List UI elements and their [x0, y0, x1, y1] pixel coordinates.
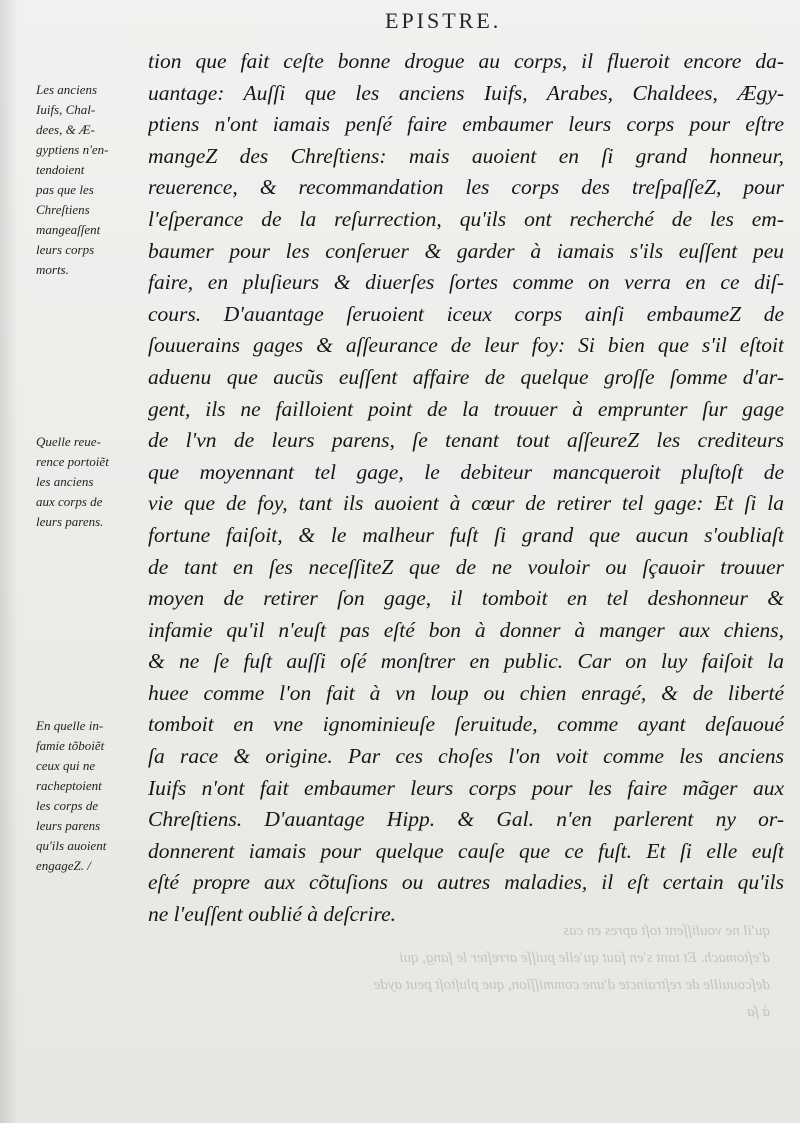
- margin-note-line: engageZ. /: [36, 858, 91, 873]
- margin-note-infamy: [36, 716, 148, 876]
- body-line: vie que de foy, tant ils auoient à cœur de retirer tel gage: Et ſi la: [148, 491, 784, 516]
- margin-note-line: Les anciens: [36, 82, 98, 97]
- bleed-line: à ſa: [747, 1004, 770, 1020]
- bleed-line: deſcouuille de reſtraincte d'une commiſſion, que pluſtoſt peut ayde: [373, 977, 770, 993]
- margin-note-line: les corps de: [36, 798, 99, 813]
- body-line: moyen de retirer ſon gage, il tomboit en tel deshonneur &: [148, 586, 784, 611]
- margin-note-line: aux corps de: [36, 494, 103, 509]
- body-line: ne l'euſſent oublié à deſcrire.: [148, 902, 396, 927]
- body-line: Iuifs n'ont fait embaumer leurs corps pour les faire mãger aux: [148, 775, 784, 800]
- margin-note-line: racheptoient: [36, 778, 102, 793]
- body-line: gent, ils ne failloient point de la trouuer à emprunter ſur gage: [148, 396, 784, 421]
- bleed-through-text: [150, 918, 770, 1026]
- margin-note-line: morts.: [36, 262, 69, 277]
- margin-note-line: les anciens: [36, 474, 94, 489]
- body-line: eſté propre aux cõtuſions ou autres maladies, il eſt certain qu'ils: [148, 870, 784, 895]
- margin-note-line: dees, & Æ-: [36, 122, 95, 137]
- body-line: infamie qu'il n'euſt pas eſté bon à donner à manger aux chiens,: [148, 617, 784, 642]
- margin-note-line: leurs parens.: [36, 514, 104, 529]
- body-line: de l'vn de leurs parens, ſe tenant tout aſſeureZ les crediteurs: [148, 428, 784, 453]
- margin-note-line: pas que les: [36, 182, 94, 197]
- margin-note-line: En quelle in-: [36, 718, 104, 733]
- bleed-line: qu'il ne vouliſſent toſt apres en cas: [563, 923, 770, 939]
- margin-note-ancient-peoples: [36, 80, 148, 280]
- body-line: que moyennant tel gage, le debiteur mancqueroit pluſtoſt de: [148, 459, 784, 484]
- body-line: reuerence, & recommandation les corps des treſpaſſeZ, pour: [148, 175, 784, 200]
- margin-note-line: Chreſtiens: [36, 202, 90, 217]
- body-line: ſouuerains gages & aſſeurance de leur foy: Si bien que s'il eſtoit: [148, 333, 784, 358]
- body-line: l'eſperance de la reſurrection, qu'ils ont recherché de les em-: [148, 206, 784, 231]
- body-line: fortune faiſoit, & le malheur fuſt ſi grand que aucun s'oubliaſt: [148, 522, 784, 547]
- margin-note-line: gyptiens n'en-: [36, 142, 109, 157]
- margin-note-line: mangeaſſent: [36, 222, 101, 237]
- margin-note-reverence: [36, 432, 148, 532]
- margin-note-line: Iuifs, Chal-: [36, 102, 96, 117]
- body-line: tion que fait ceſte bonne drogue au corps, il flueroit encore da-: [148, 49, 784, 73]
- body-line: huee comme l'on fait à vn loup ou chien enragé, & de liberté: [148, 680, 784, 705]
- margin-note-line: tendoient: [36, 162, 85, 177]
- body-line: mangeZ des Chreſtiens: mais auoient en ſi grand honneur,: [148, 143, 784, 168]
- body-line: & ne ſe fuſt auſſi oſé monſtrer en public. Car on luy faiſoit la: [148, 649, 784, 674]
- body-line: de tant en ſes neceſſiteZ que de ne vouloir ou ſçauoir trouuer: [148, 554, 784, 579]
- margin-note-line: qu'ils auoient: [36, 838, 107, 853]
- body-line: ptiens n'ont iamais penſé faire embaumer leurs corps pour eſtre: [148, 112, 784, 137]
- running-head: EPISTRE.: [385, 8, 502, 33]
- body-line: cours. D'auantage ſeruoient iceux corps ainſi embaumeZ de: [148, 301, 784, 326]
- margin-note-line: famie tõboiẽt: [36, 738, 105, 753]
- bleed-line: d'eſtomach. Et tant s'en faut qu'elle puiſſe arreſter le ſang, qui: [399, 950, 770, 966]
- margin-note-line: ceux qui ne: [36, 758, 96, 773]
- body-text: [148, 46, 784, 931]
- body-line: uantage: Auſſi que les anciens Iuifs, Arabes, Chaldees, Ægy-: [148, 80, 784, 105]
- body-line: donnerent iamais pour quelque cauſe que ce fuſt. Et ſi elle euſt: [148, 838, 784, 863]
- page-gutter-shadow: [0, 0, 18, 1123]
- margin-note-line: Quelle reue-: [36, 434, 101, 449]
- body-line: Chreſtiens. D'auantage Hipp. & Gal. n'en parlerent ny or-: [148, 807, 784, 832]
- body-line: tomboit en vne ignominieuſe ſeruitude, comme ayant deſauoué: [148, 712, 784, 737]
- body-line: ſa race & origine. Par ces choſes l'on voit comme les anciens: [148, 744, 784, 769]
- margin-note-line: leurs corps: [36, 242, 95, 257]
- body-line: aduenu que aucũs euſſent affaire de quelque groſſe ſomme d'ar-: [148, 364, 784, 389]
- margin-note-line: rence portoiẽt: [36, 454, 109, 469]
- body-line: baumer pour les conſeruer & garder à iamais s'ils euſſent peu: [148, 238, 784, 263]
- body-line: faire, en pluſieurs & diuerſes ſortes comme on verra en ce diſ-: [148, 270, 784, 295]
- margin-note-line: leurs parens: [36, 818, 101, 833]
